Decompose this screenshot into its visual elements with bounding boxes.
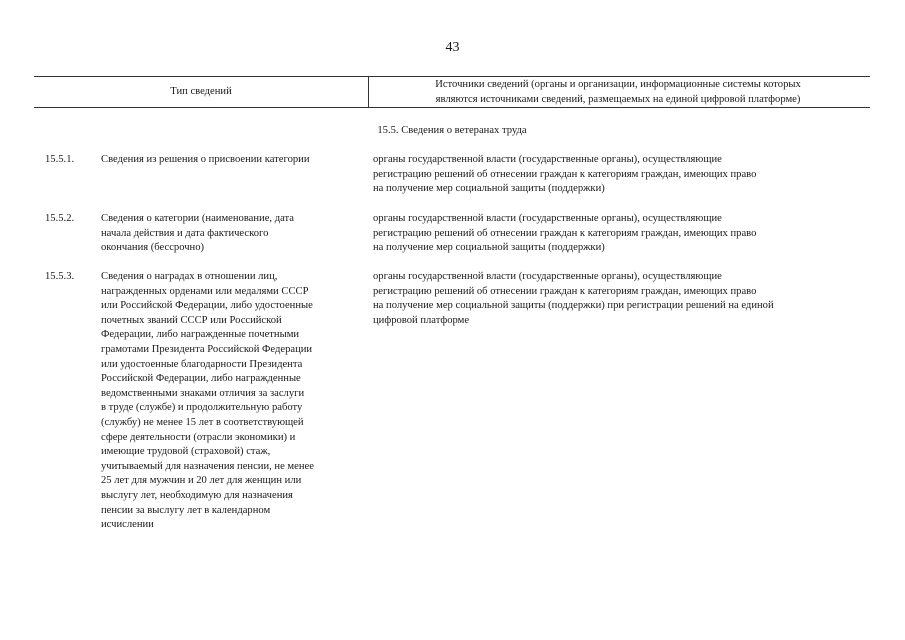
- row-info-type: [101, 153, 361, 168]
- text-line: Федерации, либо награжденные почетными: [101, 329, 300, 341]
- text-line: грамотами Президента Российской Федерации: [101, 343, 313, 355]
- text-line: почетных званий СССР или Российской: [101, 314, 282, 326]
- text-line: Сведения о категории (наименование, дата: [101, 213, 294, 224]
- text-line: органы государственной власти (государственные органы), осуществляющие: [373, 213, 722, 224]
- table-header-column-divider: [368, 76, 369, 107]
- row-number: 15.5.3.: [45, 271, 75, 282]
- text-line: выслугу лет, необходимую для назначения: [101, 489, 293, 501]
- table-header-top-rule: [34, 76, 870, 77]
- text-line: (службу) не менее 15 лет в соответствующей: [101, 416, 304, 428]
- text-line: ведомственными знаками отличия за заслуги: [101, 387, 305, 399]
- section-title: 15.5. Сведения о ветеранах труда: [377, 125, 527, 136]
- text-line: награжденных орденами или медалями СССР: [101, 285, 309, 297]
- text-line: на получение мер социальной защиты (поддержки): [373, 183, 605, 195]
- text-line: пенсии за выслугу лет в календарном: [101, 504, 271, 516]
- text-line: Сведения из решения о присвоении категории: [101, 154, 310, 165]
- text-line: 25 лет для мужчин и 20 лет для женщин или: [101, 475, 302, 487]
- column-header-info-type: Тип сведений: [170, 86, 232, 97]
- text-line: окончания (бессрочно): [101, 242, 205, 254]
- text-line: учитываемый для назначения пенсии, не менее: [101, 460, 314, 472]
- text-line: цифровой платформе: [373, 314, 470, 326]
- column-header-info-sources: [380, 78, 856, 107]
- text-line: начала действия и дата фактического: [101, 227, 269, 239]
- row-info-type: [101, 212, 361, 256]
- text-line: или удостоенные благодарности Президента: [101, 358, 303, 370]
- text-line: исчислении: [101, 519, 154, 531]
- text-line: на получение мер социальной защиты (поддержки) при регистрации решений на единой: [373, 300, 774, 312]
- text-line: регистрацию решений об отнесении граждан к категориям граждан, имеющих право: [373, 168, 757, 180]
- text-line: сфере деятельности (отрасли экономики) и: [101, 431, 296, 443]
- text-line: органы государственной власти (государственные органы), осуществляющие: [373, 154, 722, 165]
- page-number: 43: [445, 40, 460, 55]
- row-number: 15.5.2.: [45, 213, 75, 224]
- text-line: Сведения о наградах в отношении лиц,: [101, 271, 278, 282]
- text-line: в труде (службе) и продолжительную работу: [101, 402, 303, 414]
- header-line: являются источниками сведений, размещаемых на единой цифровой платформе): [435, 93, 801, 105]
- text-line: на получение мер социальной защиты (поддержки): [373, 242, 605, 254]
- text-line: органы государственной власти (государственные органы), осуществляющие: [373, 271, 722, 282]
- header-line: Источники сведений (органы и организации, информационные системы которых: [435, 79, 801, 90]
- row-info-type: [101, 270, 361, 533]
- text-line: Российской Федерации, либо награжденные: [101, 373, 301, 385]
- text-line: имеющие трудовой (страховой) стаж,: [101, 446, 271, 458]
- text-line: регистрацию решений об отнесении граждан к категориям граждан, имеющих право: [373, 285, 757, 297]
- row-number: 15.5.1.: [45, 154, 75, 165]
- row-info-source: [373, 153, 868, 197]
- row-info-source: [373, 212, 868, 256]
- row-info-source: [373, 270, 868, 328]
- text-line: или Российской Федерации, либо удостоенные: [101, 300, 313, 312]
- text-line: регистрацию решений об отнесении граждан к категориям граждан, имеющих право: [373, 227, 757, 239]
